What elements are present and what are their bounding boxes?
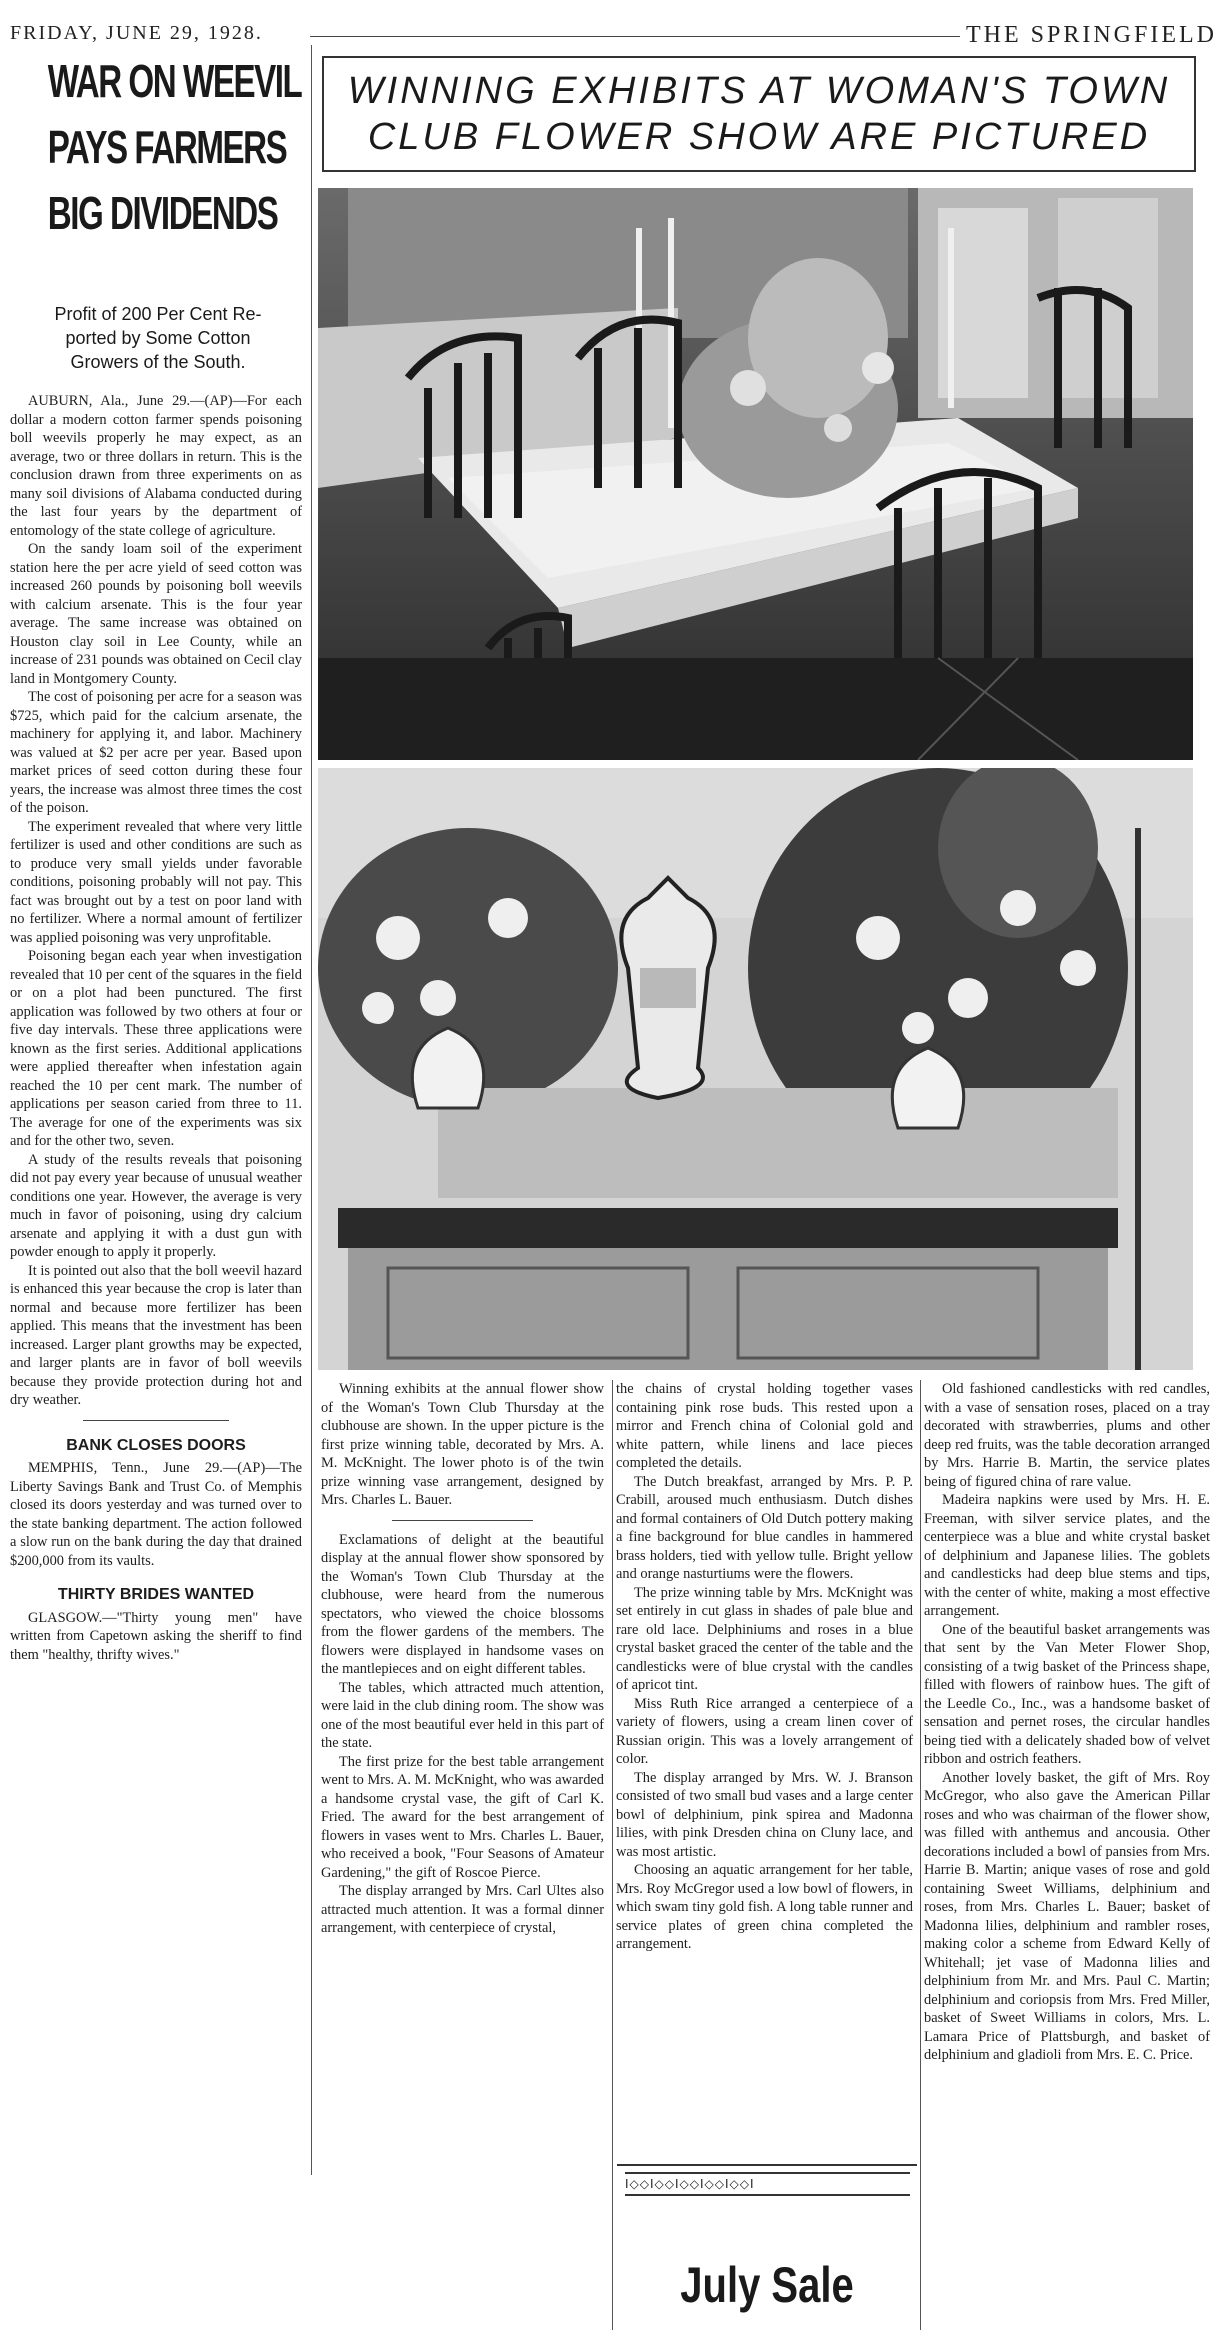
flower-paragraph: The tables, which attracted much attention, were laid in the club dining room. The show was one of the most beautiful ever held in this part of the state. <box>321 1679 604 1751</box>
weevil-paragraph: Poisoning began each year when investigation revealed that 10 per cent of the squares in the field or on a plot had been punctured. The first application was followed by two others at four or five day intervals. These three applications were known as the first series. Additional applications were applied thereafter when infestation again reached the 10 per cent mark. The number of applications per season caried from three to 11. The average for one of the experiments was six and for the other two, seven. <box>10 948 302 1149</box>
flower-story-column-4 <box>924 1380 1210 2065</box>
flower-story-column-3 <box>616 1380 913 1954</box>
lower-photo-vase-arrangement <box>318 768 1193 1370</box>
flower-paragraph: Madeira napkins were used by Mrs. H. E. Freeman, with silver service plates, and the centerpiece was a blue and white crystal basket of delphinium and Japanese lilies. The goblets and candlesticks had deep blue stems and tips, with the center of white, making a most effective arrangement. <box>924 1492 1210 1619</box>
weevil-deck-line-3: Growers of the South. <box>70 352 246 372</box>
july-sale-advertisement <box>617 2164 917 2332</box>
story-divider <box>83 1420 229 1421</box>
flower-paragraph: Old fashioned candlesticks with red candles, with a vase of sensation roses, placed on a tray decorated with strawberries, plums and other deep red fruits, was the table decoration arranged by Mrs. Harrie B. Martin, the service plates being of figured china of rare value. <box>924 1381 1210 1490</box>
weevil-paragraph: A study of the results reveals that poisoning did not pay every year because of unusual weather conditions one year. However, the average is very much in favor of poisoning, using dry calcium arsenate and applying it with a dust gun with powder enough to apply it properly. <box>10 1151 302 1260</box>
weevil-deck-line-1: Profit of 200 Per Cent Re- <box>54 304 262 324</box>
flower-paragraph: Miss Ruth Rice arranged a centerpiece of a variety of flowers, using a cream linen cover of Russian origin. This was a lovely arrangement of color. <box>616 1695 913 1767</box>
column-rule-1 <box>311 45 312 2175</box>
vase-arrangement-illustration <box>318 768 1193 1370</box>
flower-paragraph: The display arranged by Mrs. Carl Ultes also attracted much attention. It was a formal dinner arrangement, with centerpiece of crystal, <box>321 1883 604 1936</box>
flower-headline-line-2: CLUB FLOWER SHOW ARE PICTURED <box>367 116 1151 158</box>
weevil-headline-line-1: WAR ON WEEVIL <box>47 55 302 107</box>
flower-paragraph: Another lovely basket, the gift of Mrs. Roy McGregor, who also gave the American Pillar roses and who was chairman of the flower show, was filled with anthemus and ancousia. Other decorations included a bowl of pansies from Mrs. Harrie B. Martin; anique vases of rose and gold containing Sweet Williams, delphinium and roses, from Mrs. Charles L. Bauer; basket of Madonna lilies, delphinium and rambler roses, making color a scheme from Edward Kelly of Whitehall; jet vase of Madonna lilies and delphinium from Mr. and Mrs. Paul C. Martin; delphinium and coriopsis from Mrs. Fred Miller, basket of Sweet Williams in colors, Mrs. L. Lamara Price of Plattsburgh, and basket of delphinium and gladioli from Mrs. E. C. Price. <box>924 1769 1210 2063</box>
column-rule-2 <box>612 1380 613 2330</box>
flower-paragraph: The prize winning table by Mrs. McKnight was set entirely in cut glass in shades of pale blue and rare old lace. Delphiniums and roses in a blue crystal basket graced the center of the table and the candlesticks were of blue crystal with the candles of apricot tint. <box>616 1584 913 1693</box>
weevil-deck <box>10 302 306 374</box>
weevil-deck-line-2: ported by Some Cotton <box>65 328 251 348</box>
brides-heading: THIRTY BRIDES WANTED <box>57 1586 255 1603</box>
flower-headline-box <box>322 56 1196 172</box>
column-rule-3 <box>920 1380 921 2330</box>
flower-paragraph: One of the beautiful basket arrangements was that sent by the Van Meter Flower Shop, consisting of a twig basket of the Princess shape, filled with flowers of rainbow hues. The gift of the Leedle Co., Inc., was a handsome basket of sensation and pernet roses, the circular handles being tied with a delicately shaded bow of velvet ribbon and ostrich feathers. <box>924 1621 1210 1767</box>
upper-photo-prize-table <box>318 188 1193 760</box>
caption-divider <box>392 1520 534 1521</box>
weevil-paragraph: AUBURN, Ala., June 29.—(AP)—For each dollar a modern cotton farmer spends poisoning boll weevils properly he may expect, as an average, two or three dollars in return. This is the conclusion drawn from three experiments on as many soil divisions of Alabama conducted during the last four years by the department of entomology of the state college of agriculture. <box>10 393 302 539</box>
weevil-headline <box>6 48 304 246</box>
flower-story-column-2 <box>321 1380 604 1938</box>
flower-paragraph: Exclamations of delight at the beautiful display at the annual flower show sponsored by the Woman's Town Club Thursday at the clubhouse, were heard from the numerous spectators, who viewed the choice blossoms from the flower gardens of the members. The flowers were displayed in handsome vases on the mantlepieces and on eight different tables. <box>321 1531 604 1677</box>
bank-heading: BANK CLOSES DOORS <box>66 1436 246 1454</box>
dining-table-illustration <box>318 188 1193 760</box>
bank-text: MEMPHIS, Tenn., June 29.—(AP)—The Liberty Savings Bank and Trust Co. of Memphis closed its doors yesterday and was turned over to the state banking department. The action followed a slow run on the bank during the day that drained $200,000 from its vaults. <box>10 1460 302 1569</box>
weevil-story-column <box>10 392 302 1664</box>
flower-paragraph: The first prize for the best table arrangement went to Mrs. A. M. McKnight, who was awarded a handsome crystal vase, the gift of Carl K. Fried. The award for the best arrangement of flowers in vases went to Mrs. Charles L. Bauer, who received a book, "Four Seasons of Amateur Gardening," the gift of Roscoe Pierce. <box>321 1753 604 1881</box>
flower-paragraph: The display arranged by Mrs. W. J. Branson consisted of two small bud vases and a large center bowl of delphinium, pink spirea and Madonna lilies, with pink Dresden china on Cluny lace, and was most artistic. <box>616 1769 913 1860</box>
masthead-rule <box>310 36 960 37</box>
weevil-headline-line-2: PAYS FARMERS <box>47 121 287 173</box>
weevil-headline-line-3: BIG DIVIDENDS <box>47 187 278 239</box>
weevil-paragraph: On the sandy loam soil of the experiment station here the per acre yield of seed cotton was increased 260 pounds by poisoning boll weevils with calcium arsenate. This is the four year average. The same increase was obtained on Houston clay soil in Lee County, while an increase of 231 pounds was obtained on Cecil clay land in Montgomery County. <box>10 541 302 687</box>
masthead-paper-name: THE SPRINGFIELD <box>966 22 1218 48</box>
weevil-paragraph: The cost of poisoning per acre for a season was $725, which paid for the calcium arsenate, the machinery for applying it, and labor. Machinery was valued at $2 per acre per year. Based upon market prices of seed cotton during these four years, the increase was almost three times the cost of the poison. <box>10 689 302 816</box>
flower-headline-line-1: WINNING EXHIBITS AT WOMAN'S TOWN <box>347 70 1171 112</box>
flower-paragraph: Choosing an aquatic arrangement for her table, Mrs. Roy McGregor used a low bowl of flowers, in which swam tiny gold fish. A long table runner and service plates of green china completed the arrangement. <box>616 1862 913 1952</box>
flower-paragraph: The Dutch breakfast, arranged by Mrs. P. P. Crabill, aroused much enthusiasm. Dutch dishes and formal containers of Old Dutch pottery making a fine background for blue candles in hammered brass holders, tied with yellow tulle. Bright yellow and orange nasturtiums were the flowers. <box>616 1473 913 1582</box>
ad-title: July Sale <box>680 2257 854 2313</box>
flower-paragraph: the chains of crystal holding together vases containing pink rose buds. This rested upon a mirror and French china of Colonial gold and white pattern, while linens and lace pieces completed the details. <box>616 1381 913 1471</box>
brides-text: GLASGOW.—"Thirty young men" have written from Capetown asking the sheriff to find them "healthy, thrifty wives." <box>10 1609 302 1663</box>
photo-caption: Winning exhibits at the annual flower show of the Woman's Town Club Thursday at the clubhouse are shown. In the upper picture is the first prize winning table, decorated by Mrs. A. M. McKnight. The lower photo is of the twin prize winning vase arrangement, designed by Mrs. Charles L. Bauer. <box>321 1381 604 1508</box>
weevil-paragraph: The experiment revealed that where very little fertilizer is used and other conditions are such as to produce very small yields under favorable conditions, poisoning probably will not pay. This fact was brought out by a test on poor land with no fertilizer. Where a normal amount of fertilizer was applied poisoning was very unprofitable. <box>10 818 302 946</box>
masthead-date: FRIDAY, JUNE 29, 1928. <box>10 22 263 44</box>
ad-ornamental-border: I◇◇I◇◇I◇◇I◇◇I◇◇I <box>625 2172 910 2196</box>
weevil-paragraph: It is pointed out also that the boll weevil hazard is enhanced this year because the crop is later than normal and because more fertilizer has been applied. This means that the investment has been increased. Larger plant growths may be expected, and larger plants are in favor of boll weevils because they provide protection during hot and dry weather. <box>10 1262 302 1408</box>
